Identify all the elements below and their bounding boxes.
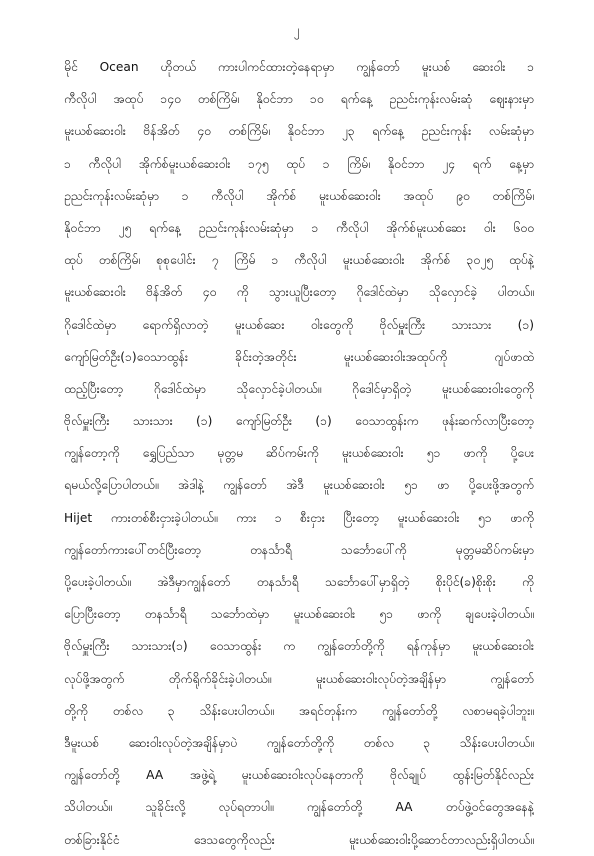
text-line: ကျော်မြတ်ဦး(၁)ဝေသာထွန်း ခိုင်းတဲ့အတိုင်း မူးယစ်ဆေးဝါးအထုပ်ကို ဂျပ်ဖာထဲ <box>64 349 534 364</box>
text-line: ထည့်ပြီးတော့ ဂိုဒေါင်ထဲမှာ သိုလှောင်ခဲ့ပါတယ်။ ဂိုဒေါင်မှာရှိတဲ့ မူးယစ်ဆေးဝါးတွေကို <box>64 381 534 396</box>
text-line: ကျွန်တော်ကားပေါ်တင်ပြီးတော့ တနင်္သာရီ သင်္ဘောပေါ်ကို မုတ္တမဆိပ်ကမ်းမှာ <box>64 542 534 557</box>
text-line: တို့ကို တစ်လ ၃ သိန်းပေးပါတယ်။ အရင်တုန်းက ကျွန်တော်တို့ လစာမရခဲ့ပါဘူး။ <box>64 703 534 718</box>
text-line: ဥညင်းကုန်းလမ်းဆုံမှာ ၁ ကီလိုပါ အိုက်စ် မူးယစ်ဆေးဝါး အထုပ် ၉၀ တစ်ကြိမ်၊ <box>64 188 534 203</box>
text-line: ပို့ပေးခဲ့ပါတယ်။ အဲဒီမှာကျွန်တော် တနင်္သာရီ သင်္ဘောပေါ်မှာရှိတဲ့ စိုးပိုင်(ခ)စိုးစိုး ကို <box>64 575 534 589</box>
text-line: မိုင် Ocean ဟိုတယ် ကားပါကင်ထားတဲ့နေရာမှာ ကျွန်တော် မူးယစ် ဆေးဝါး ၁ <box>64 60 534 74</box>
text-line: တစ်ခြားနိုင်ငံ ဒေသတွေကိုလည်း မူးယစ်ဆေးဝါးပို့ဆောင်တာလည်းရှိပါတယ်။ <box>64 832 534 847</box>
text-line: မူးယစ်ဆေးဝါး ဗိန်အိတ် ၄၀ ကို သွားယူပြီးတော့ ဂိုဒေါင်ထဲမှာ သိုလှောင်ခဲ့ ပါတယ်။ <box>64 285 534 300</box>
page-number: ၂ <box>294 23 300 37</box>
text-line: ကျွန်တော့ကို ရွှေပြည်သာ မုတ္တမ ဆိပ်ကမ်းကို မူးယစ်ဆေးဝါး ၅၁ ဖာကို ပို့ပေး <box>64 446 534 461</box>
text-line: သိပါတယ်။ သူခိုင်းလို့ လုပ်ရတာပါ။ ကျွန်တော်တို့ AA တပ်ဖွဲ့ဝင်တွေအနေနဲ့ <box>64 800 534 815</box>
text-line: ဗိုလ်မှူးကြီး သားသား (၁) ကျော်မြတ်ဦး (၁) ဝေသာထွန်းက ဖုန်းဆက်လာပြီးတော့ <box>64 414 534 429</box>
text-line: ကီလိုပါ အထုပ် ၁၄၀ တစ်ကြိမ်၊ နိုဝင်ဘာ ၁၀ ရက်နေ့ ဥညင်းကုန်းလမ်းဆုံ ဈေးနားမှာ <box>64 92 534 107</box>
text-line: ကျွန်တော်တို့ AA အဖွဲ့ရဲ့ မူးယစ်ဆေးဝါးလုပ်နေတာကို ဗိုလ်ချုပ် ထွန်းမြတ်နိုင်လည်း <box>64 768 534 783</box>
text-line: လုပ်ဖို့အတွက် တိုက်ရိုက်ခိုင်းခဲ့ပါတယ်။ မူးယစ်ဆေးဝါးလုပ်တဲ့အချိန်မှာ ကျွန်တော် <box>64 671 534 686</box>
text-line: ၁ ကီလိုပါ အိုက်စ်မူးယစ်ဆေးဝါး ၁၇၅ ထုပ် ၁ ကြိမ်၊ နိုဝင်ဘာ ၂၄ ရက် နေ့မှာ <box>64 156 534 171</box>
text-line: Hijet ကားတစ်စီးငှားခဲ့ပါတယ်။ ကား ၁ စီးငှား ပြီးတော့ မူးယစ်ဆေးဝါး ၅၁ ဖာကို <box>64 510 534 525</box>
body-text <box>64 51 534 856</box>
text-line: ထုပ် တစ်ကြိမ်၊ စုစုပေါင်း ၇ ကြိမ် ၁ ကီလိုပါ မူးယစ်ဆေးဝါး အိုက်စ် ၃၀၂၅ ထုပ်နဲ့ <box>64 253 534 268</box>
text-line: ဂိုဒေါင်ထဲမှာ ရောက်ရှိလာတဲ့ မူးယစ်ဆေး ဝါးတွေကို ဗိုလ်မှူးကြီး သားသား (၁) <box>64 317 534 332</box>
text-line: ရမယ်လို့ပြောပါတယ်။ အဲဒါနဲ့ ကျွန်တော် အဲဒီ မူးယစ်ဆေးဝါး ၅၁ ဖာ ပို့ပေးဖို့အတွက် <box>64 478 534 493</box>
text-line: ဒီမူးယစ် ဆေးဝါးလုပ်တဲ့အချိန်မှာပဲ ကျွန်တော်တို့ကို တစ်လ ၃ သိန်းပေးပါတယ်။ <box>64 735 534 750</box>
text-line: နိုဝင်ဘာ ၂၅ ရက်နေ့ ဥညင်းကုန်းလမ်းဆုံမှာ ၁ ကီလိုပါ အိုက်စ်မူးယစ်ဆေး ဝါး ၆၀၀ <box>64 220 534 235</box>
text-line: ပြောပြီးတော့ တနင်္သာရီ သင်္ဘောထဲမှာ မူးယစ်ဆေးဝါး ၅၁ ဖာကို ချပေးခဲ့ပါတယ်။ <box>64 607 534 622</box>
text-line: မူးယစ်ဆေးဝါး ဗိန်အိတ် ၄၀ တစ်ကြိမ်၊ နိုဝင်ဘာ ၂၃ ရက်နေ့ ဥညင်းကုန်း လမ်းဆုံမှာ <box>64 124 534 139</box>
text-line: ဗိုလ်မှူးကြီး သားသား(၁) ဝေသာထွန်း က ကျွန်တော်တို့ကို ရန်ကုန်မှာ မူးယစ်ဆေးဝါး <box>64 639 534 654</box>
